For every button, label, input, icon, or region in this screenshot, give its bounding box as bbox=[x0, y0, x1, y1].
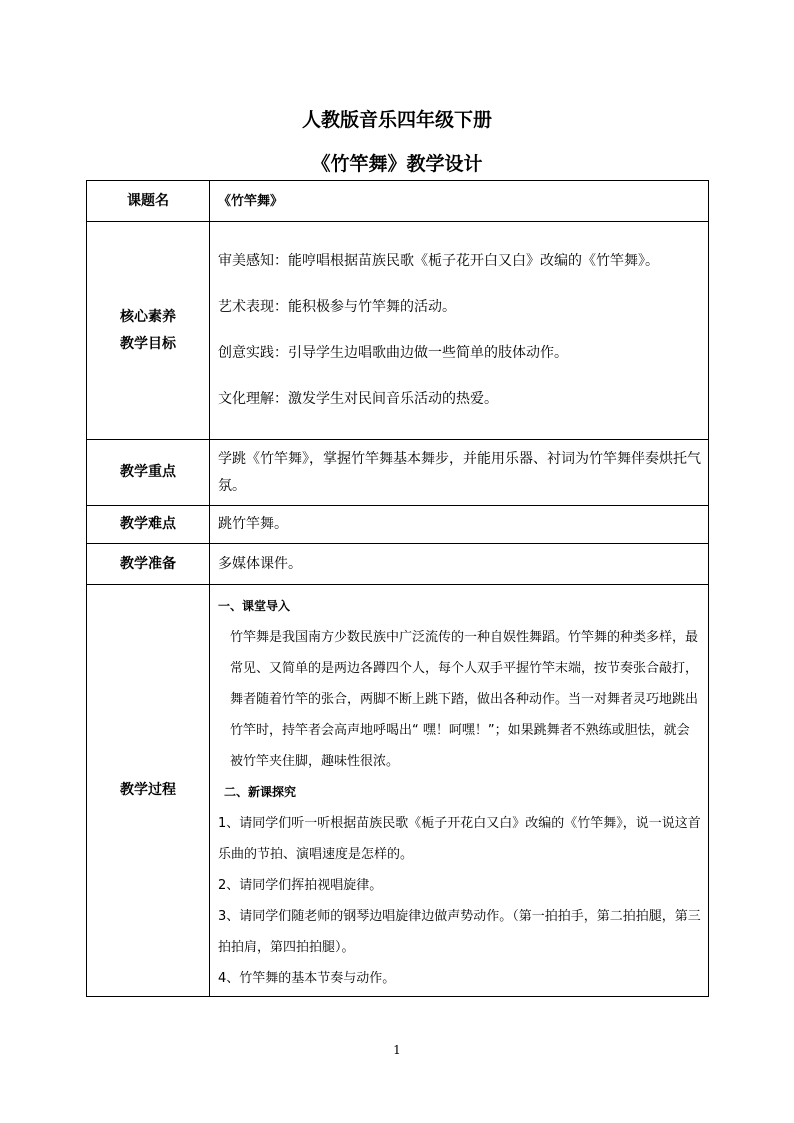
goal-creative: 创意实践：引导学生边唱歌曲边做一些简单的肢体动作。 bbox=[218, 345, 568, 361]
goal-aesthetic: 审美感知：能哼唱根据苗族民歌《栀子花开白又白》改编的《竹竿舞》。 bbox=[218, 253, 659, 269]
table-row-preparation bbox=[87, 544, 709, 585]
process-content bbox=[210, 585, 709, 997]
step-3: 3、请同学们随老师的钢琴边唱旋律边做声势动作。（第一拍拍手，第二拍拍腿，第三拍拍肩，第四拍拍腿）。 bbox=[218, 909, 701, 955]
page-number: 1 bbox=[393, 1043, 401, 1057]
document-subtitle: 《竹竿舞》教学设计 bbox=[311, 153, 483, 175]
table-row-goals bbox=[87, 222, 709, 440]
topic-value bbox=[210, 181, 709, 222]
process-label: 教学过程 bbox=[87, 585, 210, 997]
section-explore-title: 二、新课探究 bbox=[224, 785, 297, 799]
difficulty-value: 跳竹竿舞。 bbox=[210, 506, 709, 544]
goals-label-line1: 核心素养 bbox=[120, 308, 176, 325]
topic-label: 课题名 bbox=[87, 181, 210, 222]
table-row-key-points bbox=[87, 440, 709, 506]
preparation-label: 教学准备 bbox=[87, 544, 210, 585]
goals-label bbox=[87, 222, 210, 440]
section-intro-text: 竹竿舞是我国南方少数民族中广泛流传的一种自娱性舞蹈。竹竿舞的种类多样，最常见、又简单的是两边各蹲四个人，每个人双手平握竹竿末端，按节奏张合敲打，舞者随着竹竿的张合，两脚不断上跳下踏，做出各种动作。当一对舞者灵巧地跳出竹竿时，持竿者会高声地呼喝出“ 嘿！呵嘿！”；如果跳舞者不熟练或胆怯，就会被竹竿夹住脚，趣味性很浓。 bbox=[230, 630, 699, 769]
preparation-value: 多媒体课件。 bbox=[210, 544, 709, 585]
table-row-difficulty bbox=[87, 506, 709, 544]
step-2: 2、请同学们挥拍视唱旋律。 bbox=[218, 878, 383, 893]
goals-content bbox=[210, 222, 709, 440]
goal-cultural: 文化理解：激发学生对民间音乐活动的热爱。 bbox=[218, 391, 498, 407]
key-points-value: 学跳《竹竿舞》，掌握竹竿舞基本舞步，并能用乐器、衬词为竹竿舞伴奏烘托气氛。 bbox=[210, 440, 709, 506]
lesson-plan-table bbox=[86, 180, 709, 997]
goal-artistic: 艺术表现：能积极参与竹竿舞的活动。 bbox=[218, 299, 456, 315]
difficulty-label: 教学难点 bbox=[87, 506, 210, 544]
goals-label-line2: 教学目标 bbox=[120, 335, 176, 352]
topic-value-text: 《竹竿舞》 bbox=[218, 193, 284, 209]
key-points-label: 教学重点 bbox=[87, 440, 210, 506]
table-row-process bbox=[87, 585, 709, 997]
document-title: 人教版音乐四年级下册 bbox=[301, 109, 492, 131]
step-1: 1、请同学们听一听根据苗族民歌《栀子开花白又白》改编的《竹竿舞》，说一说这首乐曲的节拍、演唱速度是怎样的。 bbox=[218, 816, 701, 862]
table-row-topic bbox=[87, 181, 709, 222]
step-4: 4、竹竿舞的基本节奏与动作。 bbox=[218, 971, 396, 986]
section-intro-title: 一、课堂导入 bbox=[218, 599, 291, 613]
